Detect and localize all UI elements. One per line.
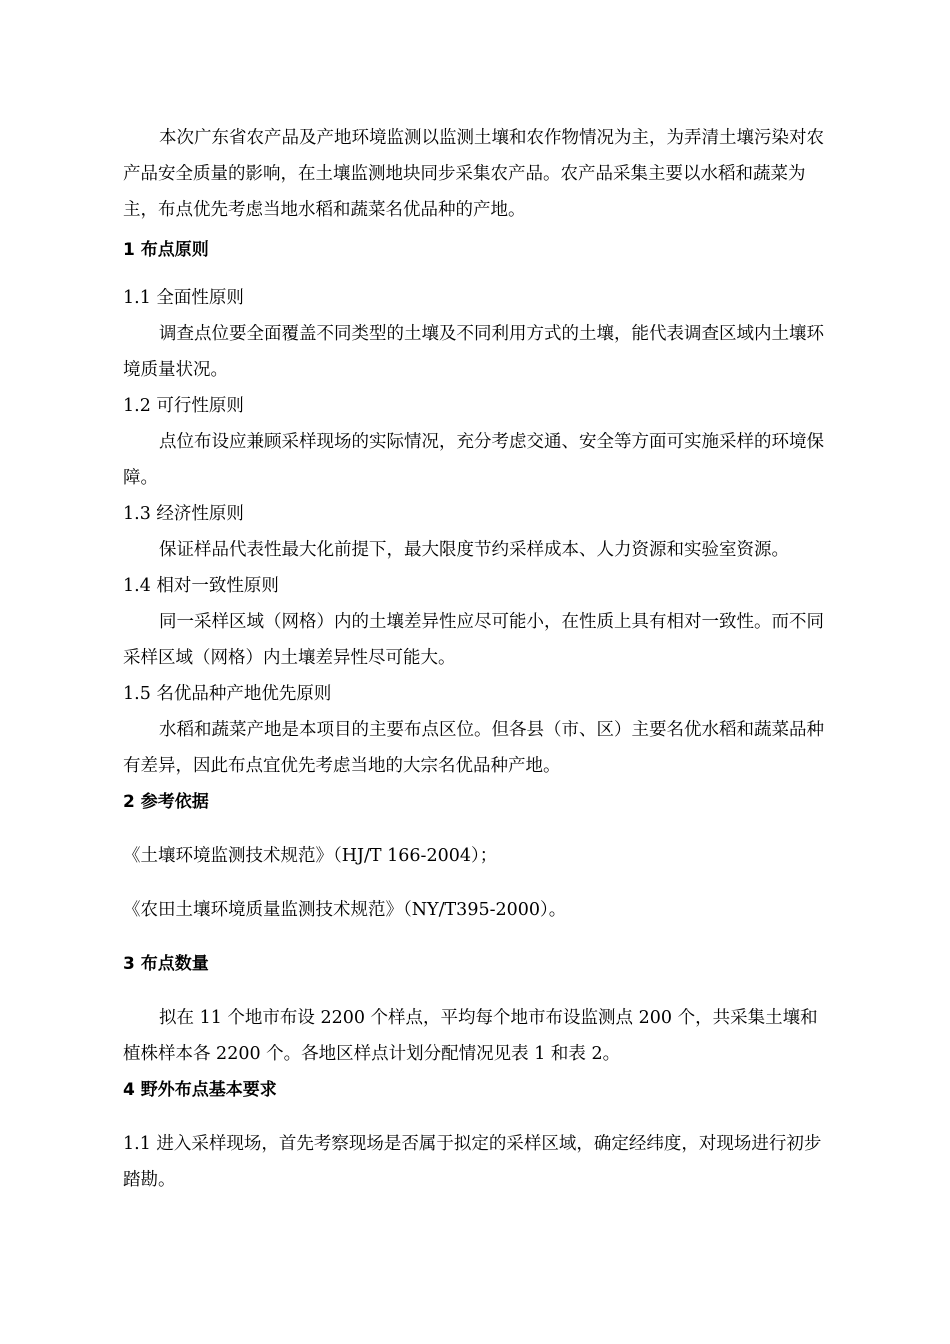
subsection-title-1-3: 1.3 经济性原则 xyxy=(123,504,244,524)
reference-item-2: 《农田土壤环境质量监测技术规范》（NY/T395-2000）。 xyxy=(123,900,567,920)
intro-paragraph: 本次广东省农产品及产地环境监测以监测土壤和农作物情况为主，为弄清土壤污染对农产品安全质量的影响，在土壤监测地块同步采集农产品。农产品采集主要以水稻和蔬菜为主，布点优先考虑当地水稻和蔬菜名优品种的产地。 xyxy=(123,128,824,220)
subsection-body-1-1: 调查点位要全面覆盖不同类型的土壤及不同利用方式的土壤，能代表调查区域内土壤环境质量状况。 xyxy=(123,324,824,380)
subsection-body-1-3: 保证样品代表性最大化前提下，最大限度节约采样成本、人力资源和实验室资源。 xyxy=(159,540,789,560)
subsection-title-1-2: 1.2 可行性原则 xyxy=(123,396,244,416)
subsection-body-1-2: 点位布设应兼顾采样现场的实际情况，充分考虑交通、安全等方面可实施采样的环境保障。 xyxy=(123,432,824,488)
subsection-body-1-5: 水稻和蔬菜产地是本项目的主要布点区位。但各县（市、区）主要名优水稻和蔬菜品种有差异，因此布点宜优先考虑当地的大宗名优品种产地。 xyxy=(123,720,824,776)
reference-item-1: 《土壤环境监测技术规范》（HJ/T 166-2004）； xyxy=(123,846,498,866)
section-heading-1: 1 布点原则 xyxy=(123,240,209,260)
section-heading-4: 4 野外布点基本要求 xyxy=(123,1080,277,1100)
subsection-body-1-4: 同一采样区域（网格）内的土壤差异性应尽可能小，在性质上具有相对一致性。而不同采样区域（网格）内土壤差异性尽可能大。 xyxy=(123,612,824,668)
section-3-body: 拟在 11 个地市布设 2200 个样点，平均每个地市布设监测点 200 个，共采集土壤和植株样本各 2200 个。各地区样点计划分配情况见表 1 和表 2。 xyxy=(123,1008,818,1064)
section-heading-2: 2 参考依据 xyxy=(123,792,209,812)
subsection-title-1-4: 1.4 相对一致性原则 xyxy=(123,576,279,596)
document-body xyxy=(123,120,829,1198)
subsection-title-1-5: 1.5 名优品种产地优先原则 xyxy=(123,684,332,704)
subsection-title-1-1: 1.1 全面性原则 xyxy=(123,288,244,308)
section-4-item-1: 1.1 进入采样现场，首先考察现场是否属于拟定的采样区域，确定经纬度，对现场进行初步踏勘。 xyxy=(123,1134,822,1190)
section-heading-3: 3 布点数量 xyxy=(123,954,209,974)
